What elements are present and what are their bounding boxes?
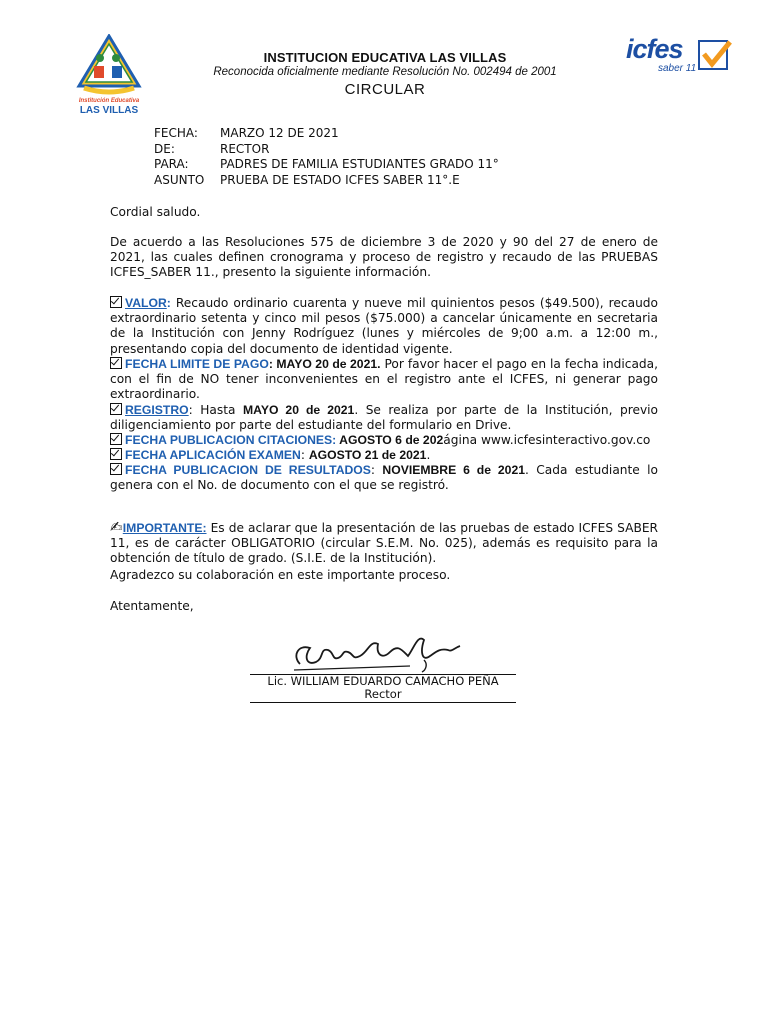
meta-row [154, 142, 499, 158]
logo-left-title: LAS VILLAS [79, 105, 139, 116]
icfes-subtitle: saber 11 [658, 63, 697, 74]
item-text: Recaudo ordinario cuarenta y nueve mil quinientos pesos ($49.500), recaudo extraordinario setenta y cinco mil pesos ($75.000) a cancelar únicamente en secretaria de la Institución con Jenny Rodríguez (lunes y miércoles de 9;00 a.m. a 12:00 m., presentando copia del documento de identidad vigente. [110, 296, 658, 356]
recognition-line: Reconocida oficialmente mediante Resolución No. 002494 de 2001 [213, 66, 557, 78]
item-label: FECHA PUBLICACION DE RESULTADOS [125, 463, 371, 477]
meta-row [154, 157, 499, 173]
important-note [110, 520, 658, 567]
item-text: ágina www.icfesinteractivo.gov.co [443, 433, 651, 447]
item-text: . Se realiza por parte de la Institución, previo diligenciamiento por parte del estudiante del formulario en Drive. [110, 403, 658, 433]
meta-label: ASUNTO [154, 172, 205, 187]
item-valor: VALOR: Recaudo ordinario cuarenta y nueve mil quinientos pesos ($49.500), recaudo extraordinario setenta y cinco mil pesos ($75.000) a cancelar únicamente en secretaria de la Institución con Jenny Rodríguez (lunes y miércoles de 9;00 a.m. a 12:00 m., presentando copia del documento de identidad vigente. [110, 296, 658, 356]
item-pre: : [300, 448, 309, 462]
item-text: . [426, 448, 431, 462]
checkbox-icon [110, 296, 122, 308]
institution-name: INSTITUCION EDUCATIVA LAS VILLAS [263, 50, 507, 65]
meta-label: DE: [154, 141, 175, 156]
check-icon [698, 40, 732, 72]
item-label: FECHA PUBLICACION CITACIONES: [125, 433, 337, 447]
signature-bottom-line [250, 702, 516, 703]
item-date: AGOSTO 6 de 202 [336, 433, 444, 447]
pencil-icon: ✍ [110, 518, 123, 536]
meta-label: PARA: [154, 157, 189, 171]
signatory-role: Rector [364, 687, 402, 701]
item-text: . Cada estudiante lo genera con el No. de documento con el que se registró. [110, 463, 659, 493]
item-label: VALOR [125, 296, 167, 310]
meta-row [154, 173, 499, 189]
item-pre: : Hasta [188, 403, 243, 417]
checkbox-icon [110, 357, 122, 369]
signature-block [250, 675, 516, 701]
item-date: MAYO 20 de 2021 [242, 403, 355, 417]
item-registro [110, 403, 658, 433]
closing: Atentamente, [110, 599, 194, 613]
item-examen [110, 448, 658, 463]
checkbox-icon [110, 448, 122, 460]
meta-label: FECHA: [154, 126, 198, 140]
meta-value: PADRES DE FAMILIA ESTUDIANTES GRADO 11° [220, 157, 499, 171]
item-text: Por favor hacer el pago en la fecha indicada, con el fin de NO tener inconvenientes en el registro ante el ICFES, ni generar pago extraordinario. [110, 357, 658, 402]
signatory-name: Lic. WILLIAM EDUARDO CAMACHO PEÑA [267, 674, 499, 688]
document-type: CIRCULAR [344, 81, 426, 98]
item-label: FECHA APLICACIÓN EXAMEN [125, 448, 301, 462]
item-resultados [110, 463, 658, 493]
item-citaciones [110, 433, 658, 448]
item-date: AGOSTO 21 de 2021 [308, 448, 427, 462]
logo-left-caption: Institución Educativa [78, 98, 140, 104]
icfes-wordmark: icfes [626, 34, 683, 64]
checkbox-icon [110, 433, 122, 445]
item-date: : MAYO 20 de 2021. [268, 357, 381, 371]
meta-row [154, 126, 499, 142]
checkbox-icon [110, 403, 122, 415]
item-date: NOVIEMBRE 6 de 2021 [382, 463, 526, 477]
item-pre: : [370, 463, 383, 477]
institution-logo [76, 34, 142, 120]
icfes-logo [624, 36, 734, 80]
meta-value: PRUEBA DE ESTADO ICFES SABER 11°.E [220, 172, 460, 187]
intro-paragraph: De acuerdo a las Resoluciones 575 de diciembre 3 de 2020 y 90 del 27 de enero de 2021, las cuales definen cronograma y proceso de registro y recaudo de las PRUEBAS ICFES_SABER 11., presento la siguiente información. [110, 235, 658, 280]
greeting: Cordial saludo. [110, 205, 201, 219]
item-label: FECHA LIMITE DE PAGO [125, 357, 269, 371]
meta-value: MARZO 12 DE 2021 [220, 126, 339, 140]
important-text: Es de aclarar que la presentación de las pruebas de estado ICFES SABER 11, es de carácter OBLIGATORIO (circular S.E.M. No. 025), además es requisito para la obtención de título de grado. (S.I.E. de la Institución). [110, 521, 659, 566]
memo-header [154, 126, 499, 188]
item-label: REGISTRO [125, 403, 189, 417]
meta-value: RECTOR [220, 141, 270, 156]
important-label: IMPORTANTE: [122, 521, 207, 535]
item-fecha-limite [110, 357, 658, 403]
checkbox-icon [110, 463, 122, 475]
thanks-line: Agradezco su colaboración en este importante proceso. [110, 568, 451, 582]
signature-image [290, 626, 470, 676]
